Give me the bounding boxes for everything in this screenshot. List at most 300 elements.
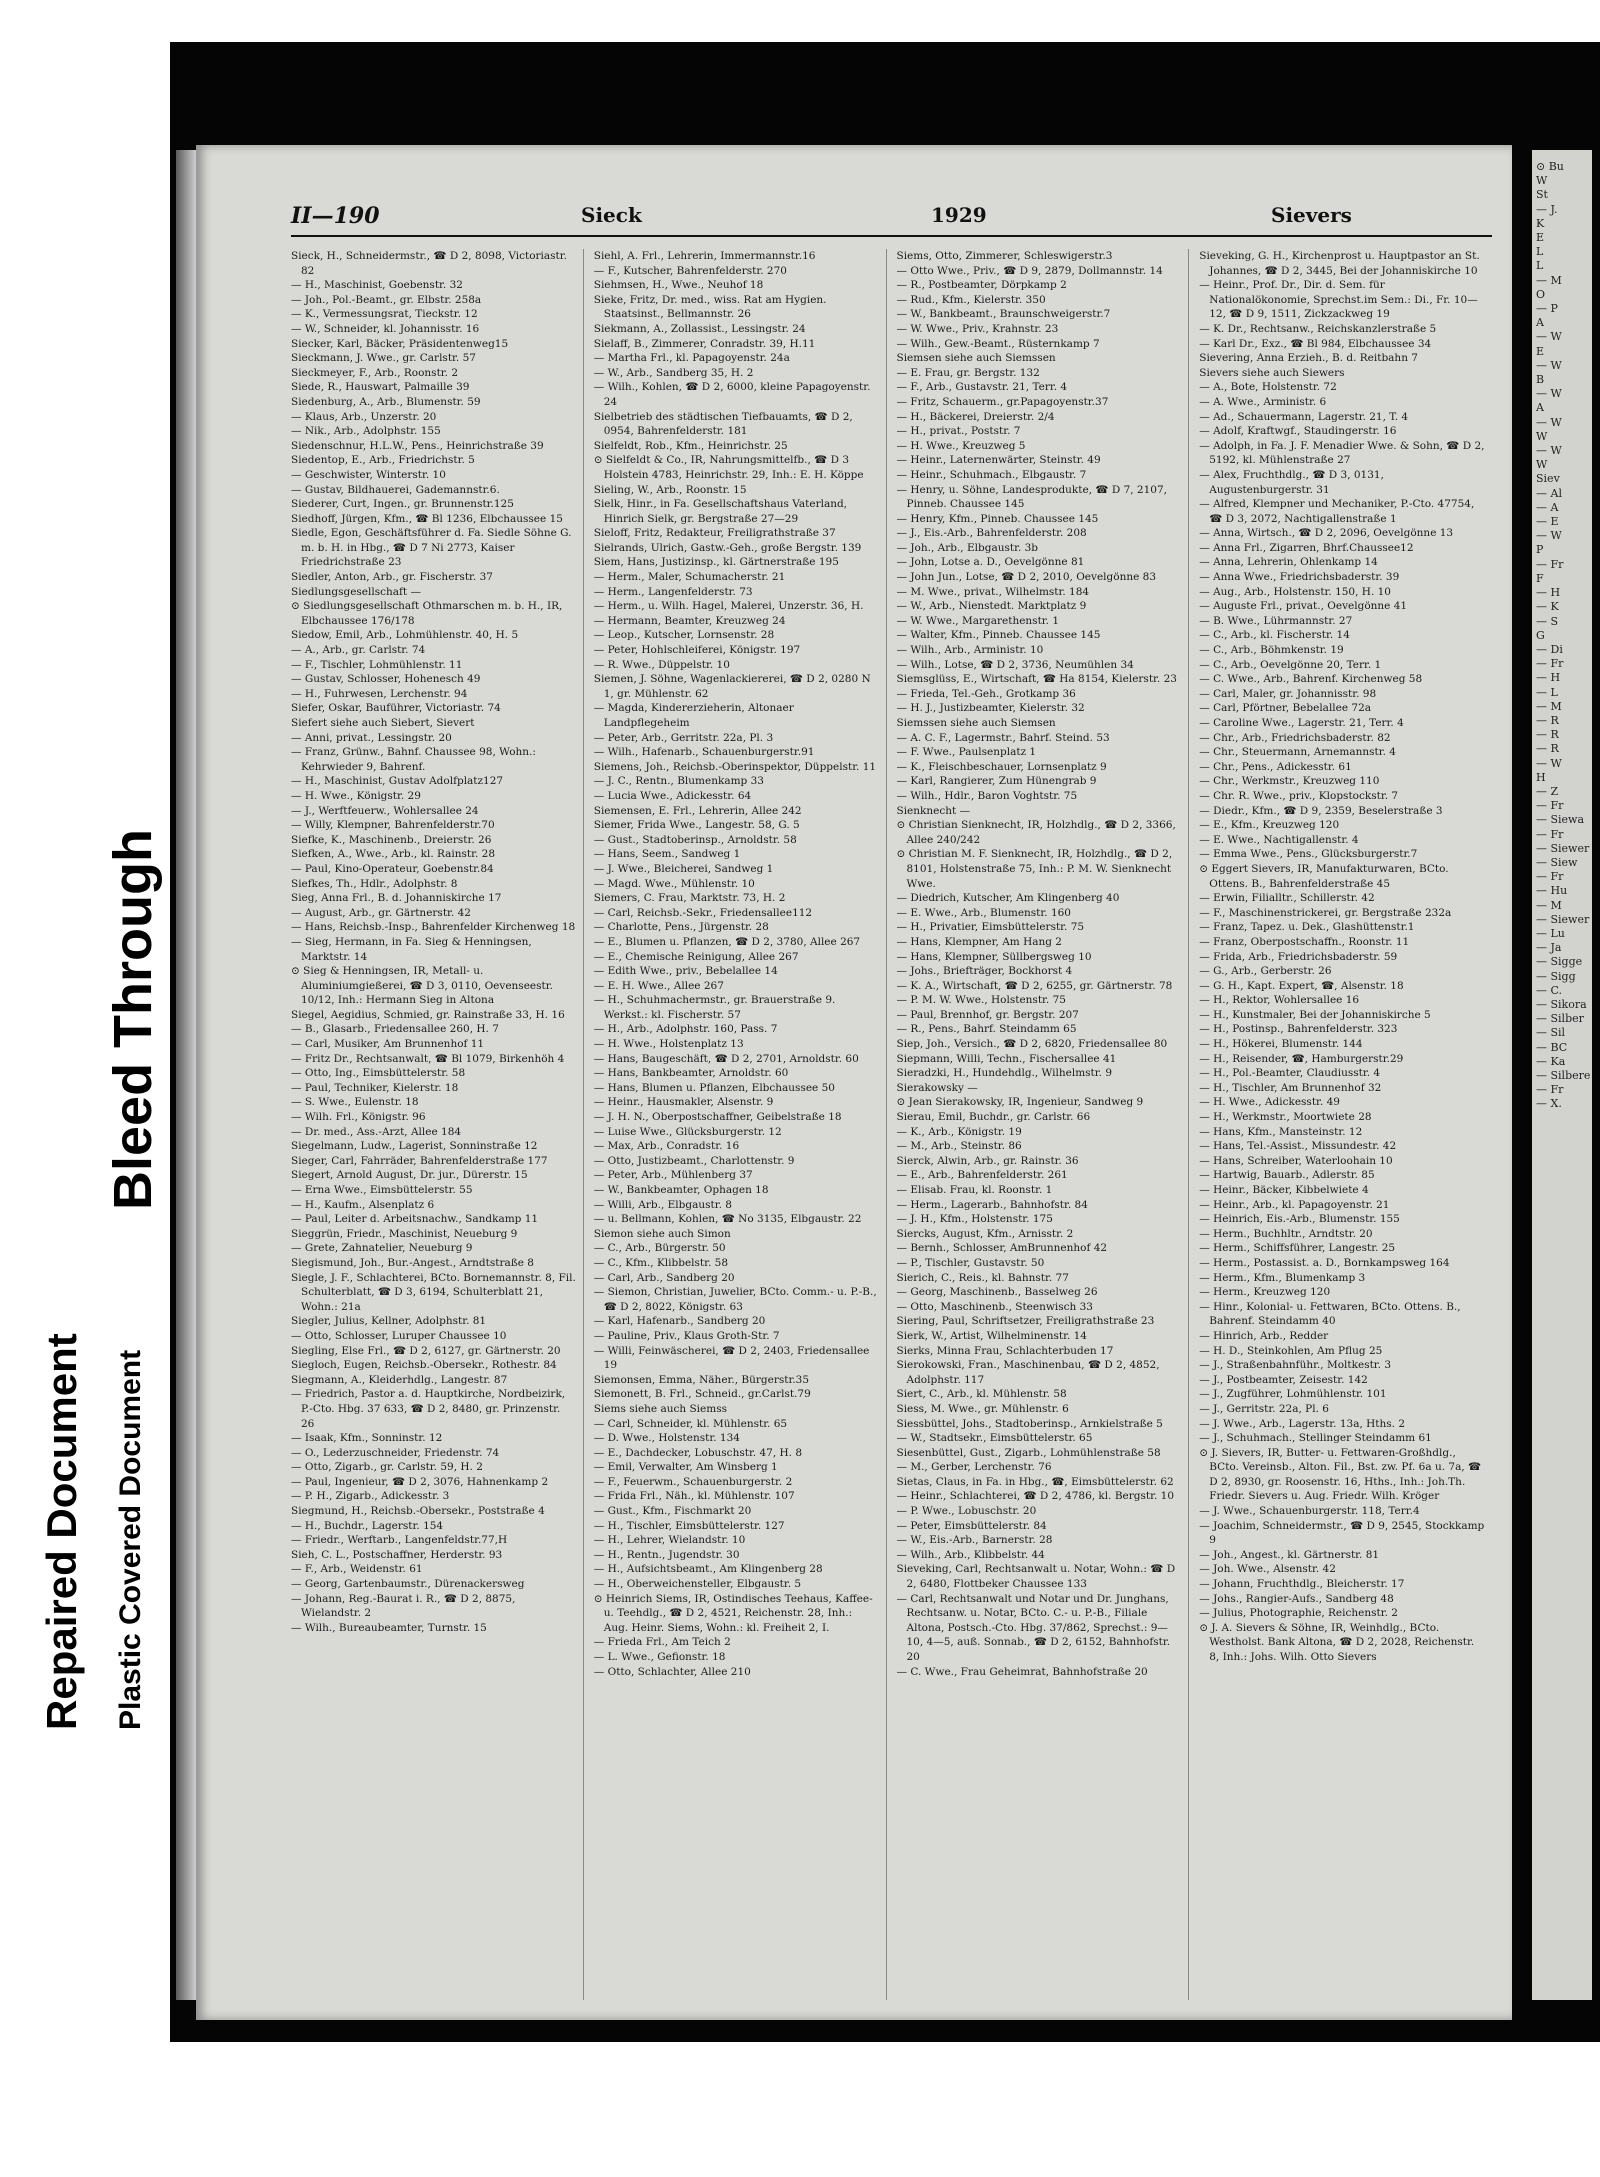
directory-entry: Siemsglüss, E., Wirtschaft, ☎ Ha 8154, Kielerstr. 23 xyxy=(896,673,1177,686)
directory-entry: — Chr., Pens., Adickesstr. 61 xyxy=(1199,760,1352,773)
directory-entry: ⊙ J. A. Sievers & Söhne, IR, Weinhdlg., BCto. Westholst. Bank Altona, ☎ D 2, 2028, Reichenstr. 8, Inh.: Johs. Wilh. Otto Sievers xyxy=(1199,1621,1475,1663)
directory-entry: — H., Privatier, Eimsbüttelerstr. 75 xyxy=(896,921,1085,934)
first-name-guide: Sieck xyxy=(581,203,642,227)
directory-entry: ⊙ Sieg & Henningsen, IR, Metall- u. Aluminiumgießerei, ☎ D 3, 0110, Oevenseestr. 10/12, Inh.: Hermann Sieg in Altona xyxy=(291,965,553,1007)
directory-entry: — Johann, Reg.-Baurat i. R., ☎ D 2, 8875, Wielandstr. 2 xyxy=(291,1592,516,1620)
adjacent-page-text: — Lu xyxy=(1536,926,1565,940)
directory-entry: — August, Arb., gr. Gärtnerstr. 42 xyxy=(291,906,471,919)
directory-entry: — Auguste Frl., privat., Oevelgönne 41 xyxy=(1199,600,1408,613)
adjacent-page-text: L xyxy=(1536,245,1544,259)
directory-entry: — Willi, Feinwäscherei, ☎ D 2, 2403, Friedensallee 19 xyxy=(593,1344,870,1372)
directory-entry: Siederer, Curt, Ingen., gr. Brunnenstr.125 xyxy=(291,498,514,511)
directory-entry: — E., Chemische Reinigung, Allee 267 xyxy=(593,950,799,963)
directory-entry: Siedenburg, A., Arb., Blumenstr. 59 xyxy=(291,395,481,408)
directory-entry: — H., Rektor, Wohlersallee 16 xyxy=(1199,994,1360,1007)
directory-entry: — E. Frau, gr. Bergstr. 132 xyxy=(896,366,1040,379)
directory-entry: — H., Maschinist, Gustav Adolfplatz127 xyxy=(291,775,504,788)
directory-entry: — J. C., Rentn., Blumenkamp 33 xyxy=(593,775,764,788)
directory-entry: — Peter, Arb., Mühlenberg 37 xyxy=(593,1169,753,1182)
directory-entry: — Georg, Gartenbaumstr., Dürenackersweg xyxy=(291,1578,525,1591)
directory-entry: — Carl, Pförtner, Bebelallee 72a xyxy=(1199,702,1372,715)
adjacent-page-text: — Fr xyxy=(1536,870,1564,884)
directory-entry: — Heinr., Laternenwärter, Steinstr. 49 xyxy=(896,454,1101,467)
directory-entry: — H., Tischler, Eimsbüttelerstr. 127 xyxy=(593,1519,785,1532)
directory-entry: Siegismund, Joh., Bur.-Angest., Arndtstraße 8 xyxy=(291,1256,534,1269)
directory-entry: — Hans, Tel.-Assist., Missundestr. 42 xyxy=(1199,1140,1397,1153)
directory-entry: — Hinr., Kolonial- u. Fettwaren, BCto. Ottens. B., Bahrenf. Steindamm 40 xyxy=(1199,1300,1461,1328)
directory-entry: Sielfeldt, Rob., Kfm., Heinrichstr. 25 xyxy=(593,439,788,452)
last-name-guide: Sievers xyxy=(1271,203,1352,227)
directory-entry: — Fritz, Schauerm., gr.Papagoyenstr.37 xyxy=(896,395,1109,408)
directory-entry: — Wilh., Bureaubeamter, Turnstr. 15 xyxy=(291,1621,487,1634)
directory-entry: — Anna Wwe., Friedrichsbaderstr. 39 xyxy=(1199,571,1400,584)
directory-entry: — R., Pens., Bahrf. Steindamm 65 xyxy=(896,1023,1077,1036)
directory-entry: — Carl, Maler, gr. Johannisstr. 98 xyxy=(1199,687,1377,700)
directory-entry: — Hartwig, Bauarb., Adlerstr. 85 xyxy=(1199,1169,1375,1182)
directory-entry: — Bernh., Schlosser, AmBrunnenhof 42 xyxy=(896,1242,1108,1255)
directory-entry: — Siemon, Christian, Juwelier, BCto. Comm.- u. P.-B., ☎ D 2, 8022, Königstr. 63 xyxy=(593,1286,877,1313)
directory-entry: — E., Arb., Bahrenfelderstr. 261 xyxy=(896,1169,1068,1182)
directory-entry: — Hermann, Beamter, Kreuzweg 24 xyxy=(593,614,786,627)
directory-entry: — Sieg, Hermann, in Fa. Sieg & Henningsen, Marktstr. 14 xyxy=(291,935,532,963)
directory-entry: — E. Wwe., Nachtigallenstr. 4 xyxy=(1199,833,1359,846)
directory-page xyxy=(196,145,1512,2020)
adjacent-page-text: — Silbere xyxy=(1536,1069,1591,1082)
page-number: II—190 xyxy=(291,203,380,229)
directory-entry: Sierks, Minna Frau, Schlachterbuden 17 xyxy=(896,1344,1114,1357)
directory-entry: — Carl, Arb., Sandberg 20 xyxy=(593,1271,735,1284)
directory-entry: — C., Kfm., Klibbelstr. 58 xyxy=(593,1256,729,1269)
directory-entry: — Walter, Kfm., Pinneb. Chaussee 145 xyxy=(896,629,1101,642)
directory-entry: — F., Arb., Gustavstr. 21, Terr. 4 xyxy=(896,381,1068,394)
adjacent-page-text: — Hu xyxy=(1536,884,1568,898)
directory-entry: Siemens, Joh., Reichsb.-Oberinspektor, Düppelstr. 11 xyxy=(593,760,877,773)
directory-entry: — Otto, Schlosser, Luruper Chaussee 10 xyxy=(291,1329,507,1342)
directory-entry: Siemer, Frida Wwe., Langestr. 58, G. 5 xyxy=(593,819,800,832)
adjacent-page-text: — W xyxy=(1536,756,1562,770)
directory-entry: — H., privat., Poststr. 7 xyxy=(896,425,1021,438)
directory-entry: — A. C. F., Lagermstr., Bahrf. Steind. 53 xyxy=(896,731,1110,744)
directory-entry: — J., Zugführer, Lohmühlenstr. 101 xyxy=(1199,1388,1387,1401)
adjacent-page-text: — Sikora xyxy=(1536,997,1587,1011)
adjacent-page-text: E xyxy=(1536,344,1545,358)
directory-entry: — F., Maschinenstrickerei, gr. Bergstraße 232a xyxy=(1199,906,1452,919)
adjacent-page-text: — C. xyxy=(1536,983,1563,997)
directory-entry: — John, Lotse a. D., Oevelgönne 81 xyxy=(896,556,1085,569)
directory-entry: — Hans, Seem., Sandweg 1 xyxy=(593,848,741,861)
directory-entry: — Otto, Justizbeamt., Charlottenstr. 9 xyxy=(593,1154,795,1167)
directory-entry: Siefken, A., Wwe., Arb., kl. Rainstr. 28 xyxy=(291,848,496,861)
directory-entry: Siering, Paul, Schriftsetzer, Freiligrathstraße 23 xyxy=(896,1315,1155,1328)
directory-entry: — J., Werftfeuerw., Wohlersallee 24 xyxy=(291,804,479,817)
directory-entry: — Erna Wwe., Eimsbüttelerstr. 55 xyxy=(291,1184,473,1196)
directory-entry: — W. Wwe., Priv., Krahnstr. 23 xyxy=(896,322,1059,335)
directory-entry: — J. Wwe., Bleicherei, Sandweg 1 xyxy=(593,862,774,875)
adjacent-page-text: — P xyxy=(1536,302,1558,316)
directory-entry: — Joachim, Schneidermstr., ☎ D 9, 2545, Stockkamp 9 xyxy=(1199,1519,1485,1547)
directory-entry: Sieveking, Carl, Rechtsanwalt u. Notar, Wohn.: ☎ D 2, 6480, Flottbeker Chaussee 133 xyxy=(896,1563,1176,1591)
directory-entry: — Pauline, Priv., Klaus Groth-Str. 7 xyxy=(593,1329,780,1342)
directory-entry: — Rud., Kfm., Kielerstr. 350 xyxy=(896,293,1046,306)
directory-entry: — Hinrich, Arb., Redder xyxy=(1199,1329,1329,1342)
directory-entry: Sieling, W., Arb., Roonstr. 15 xyxy=(593,483,747,496)
directory-entry: — Paul, Brennhof, gr. Bergstr. 207 xyxy=(896,1008,1079,1021)
directory-entry: — Wilh., Lotse, ☎ D 2, 3736, Neumühlen 34 xyxy=(896,658,1134,671)
adjacent-page-text: A xyxy=(1536,401,1544,415)
directory-entry: Sielaff, B., Zimmerer, Conradstr. 39, H.11 xyxy=(593,337,816,350)
directory-entry: — Paul, Leiter d. Arbeitsnachw., Sandkamp 11 xyxy=(291,1213,539,1226)
directory-entry: Siefer, Oskar, Bauführer, Victoriastr. 74 xyxy=(291,702,501,715)
adjacent-page-text: — Siewer xyxy=(1536,912,1590,926)
directory-entry: Siedhoff, Jürgen, Kfm., ☎ Bl 1236, Elbchaussee 15 xyxy=(291,512,563,525)
directory-entry: — Otto, Zigarb., gr. Carlstr. 59, H. 2 xyxy=(291,1461,483,1474)
adjacent-page-text: — Di xyxy=(1536,642,1563,656)
directory-entry: Sievers siehe auch Siewers xyxy=(1199,366,1345,379)
directory-entry: Sierau, Emil, Buchdr., gr. Carlstr. 66 xyxy=(896,1111,1091,1124)
directory-entry: — Caroline Wwe., Lagerstr. 21, Terr. 4 xyxy=(1199,717,1404,729)
adjacent-page-text: — M xyxy=(1536,699,1562,713)
adjacent-page-text: — L xyxy=(1536,685,1558,699)
directory-entry: — John Jun., Lotse, ☎ D 2, 2010, Oevelgönne 83 xyxy=(896,571,1157,584)
directory-entry: — Dr. med., Ass.-Arzt, Allee 184 xyxy=(291,1125,462,1138)
directory-entry: Siedler, Anton, Arb., gr. Fischerstr. 37 xyxy=(291,571,493,584)
directory-entry: — Henry, Kfm., Pinneb. Chaussee 145 xyxy=(896,512,1099,525)
directory-entry: — Leop., Kutscher, Lornsenstr. 28 xyxy=(593,629,775,642)
directory-entry: — Heinr., Schuhmach., Elbgaustr. 7 xyxy=(896,468,1087,481)
directory-entry: Sienknecht — xyxy=(896,804,971,817)
directory-entry: Siegmund, H., Reichsb.-Obersekr., Poststraße 4 xyxy=(291,1505,545,1518)
directory-entry: — Joh., Angest., kl. Gärtnerstr. 81 xyxy=(1199,1548,1380,1561)
directory-entry: — Ad., Schauermann, Lagerstr. 21, T. 4 xyxy=(1199,410,1409,423)
directory-entry: — W. Wwe., Margarethenstr. 1 xyxy=(896,614,1060,627)
directory-entry: — W., Arb., Nienstedt. Marktplatz 9 xyxy=(896,600,1087,613)
directory-entry: — H. Wwe., Königstr. 29 xyxy=(291,789,421,802)
directory-entry: Sierich, C., Reis., kl. Bahnstr. 77 xyxy=(896,1271,1069,1284)
directory-entry: — Charlotte, Pens., Jürgenstr. 28 xyxy=(593,921,769,934)
directory-entry: — Herm., u. Wilh. Hagel, Malerei, Unzerstr. 36, H. xyxy=(593,600,864,613)
directory-entry: — Frieda, Tel.-Geh., Grotkamp 36 xyxy=(896,687,1076,700)
adjacent-page-fragment xyxy=(1532,150,1592,2000)
directory-entry: — u. Bellmann, Kohlen, ☎ No 3135, Elbgaustr. 22 xyxy=(593,1213,862,1226)
directory-entry: — Heinr., Hausmakler, Alsenstr. 9 xyxy=(593,1096,774,1109)
directory-entry: Siess, M. Wwe., gr. Mühlenstr. 6 xyxy=(896,1402,1069,1415)
directory-entry: Siesenbüttel, Gust., Zigarb., Lohmühlenstraße 58 xyxy=(896,1446,1161,1459)
adjacent-page-text: — S xyxy=(1536,614,1559,628)
directory-entry: — F., Tischler, Lohmühlenstr. 11 xyxy=(291,658,463,671)
directory-entry: — Martha Frl., kl. Papagoyenstr. 24a xyxy=(593,352,790,365)
directory-entry: Sieck, H., Schneidermstr., ☎ D 2, 8098, Victoriastr. 82 xyxy=(291,250,567,277)
directory-entry: — Heinr., Schlachterei, ☎ D 2, 4786, kl. Bergstr. 10 xyxy=(896,1490,1175,1503)
directory-entry: — Johs., Briefträger, Bockhorst 4 xyxy=(896,965,1073,978)
directory-entry: — H., Buchdr., Lagerstr. 154 xyxy=(291,1519,444,1532)
directory-entry: — E., Blumen u. Pflanzen, ☎ D 2, 3780, Allee 267 xyxy=(593,935,861,948)
directory-entry: — A., Bote, Holstenstr. 72 xyxy=(1199,381,1337,394)
directory-entry: — J. Wwe., Arb., Lagerstr. 13a, Hths. 2 xyxy=(1199,1417,1406,1430)
adjacent-page-text: — Ka xyxy=(1536,1054,1566,1068)
directory-entry: — H., Aufsichtsbeamt., Am Klingenberg 28 xyxy=(593,1563,823,1576)
directory-entry: — Alfred, Klempner und Mechaniker, P.-Cto. 47754, ☎ D 3, 2072, Nachtigallenstraße 1 xyxy=(1199,498,1475,525)
directory-entry: ⊙ Heinrich Siems, IR, Ostindisches Teehaus, Kaffee- u. Teehdlg., ☎ D 2, 4521, Reichenstr. 28, Inh.: Aug. Heinr. Siems, Wohn.: kl. Freiheit 2, I. xyxy=(593,1592,873,1634)
directory-entry: — J., Postbeamter, Zeisestr. 142 xyxy=(1199,1373,1368,1386)
directory-columns xyxy=(291,249,1492,2000)
directory-entry: Siemonett, B. Frl., Schneid., gr.Carlst.79 xyxy=(593,1388,811,1401)
directory-entry: — Paul, Kino-Operateur, Goebenstr.84 xyxy=(291,862,494,875)
directory-entry: — W., Arb., Sandberg 35, H. 2 xyxy=(593,366,754,379)
directory-entry: — H., Rentn., Jugendstr. 30 xyxy=(593,1548,740,1561)
adjacent-page-text: — Siew xyxy=(1536,855,1578,869)
adjacent-page-text: — Fr xyxy=(1536,657,1564,671)
adjacent-page-text: E xyxy=(1536,231,1545,245)
directory-entry: — J. H. N., Oberpostschaffner, Geibelstraße 18 xyxy=(593,1111,842,1124)
directory-entry: — J. H., Kfm., Holstenstr. 175 xyxy=(896,1213,1053,1226)
directory-entry: Siegel, Aegidius, Schmied, gr. Rainstraße 33, H. 16 xyxy=(291,1008,565,1021)
directory-entry: — H., Postinsp., Bahrenfelderstr. 323 xyxy=(1199,1023,1398,1036)
directory-entry: — Peter, Arb., Gerritstr. 22a, Pl. 3 xyxy=(593,731,774,744)
directory-entry: — Gustav, Schlosser, Hohenesch 49 xyxy=(291,673,481,686)
directory-entry: — Willy, Klempner, Bahrenfelderstr.70 xyxy=(291,819,495,832)
adjacent-page-text: — Siewa xyxy=(1536,813,1585,827)
directory-entry: — E., Kfm., Kreuzweg 120 xyxy=(1199,819,1340,832)
directory-entry: Sielk, Hinr., in Fa. Gesellschaftshaus Vaterland, Hinrich Sielk, gr. Bergstraße 27—29 xyxy=(593,498,848,525)
directory-entry: ⊙ Sielfeldt & Co., IR, Nahrungsmittelfb., ☎ D 3 Holstein 4783, Heinrichstr. 29, Inh.: E. H. Köppe xyxy=(593,454,864,481)
directory-entry: Sieveking, G. H., Kirchenprost u. Hauptpastor an St. Johannes, ☎ D 2, 3445, Bei der Johanniskirche 10 xyxy=(1199,250,1480,277)
adjacent-page-text: O xyxy=(1536,287,1546,301)
directory-entry: Sievering, Anna Erzieh., B. d. Reitbahn 7 xyxy=(1199,352,1418,365)
directory-entry: — Hans, Klempner, Süllbergsweg 10 xyxy=(896,950,1092,963)
directory-entry: Siede, R., Hauswart, Palmaille 39 xyxy=(291,381,470,394)
adjacent-page-text: W xyxy=(1536,458,1548,472)
directory-entry: — G. H., Kapt. Expert, ☎, Alsenstr. 18 xyxy=(1199,979,1404,992)
directory-column-1 xyxy=(291,249,584,2000)
directory-entry: — Karl, Hafenarb., Sandberg 20 xyxy=(593,1315,766,1328)
directory-entry: — Carl, Reichsb.-Sekr., Friedensallee112 xyxy=(593,906,813,919)
directory-entry: — Wilh., Hdlr., Baron Voghtstr. 75 xyxy=(896,789,1078,802)
adjacent-page-text: F xyxy=(1536,571,1544,585)
directory-entry: — Frida, Arb., Friedrichsbaderstr. 59 xyxy=(1199,950,1398,963)
directory-entry: — Otto, Schlachter, Allee 210 xyxy=(593,1665,751,1678)
directory-entry: — G., Arb., Gerberstr. 26 xyxy=(1199,965,1332,978)
adjacent-page-text: A xyxy=(1536,316,1544,330)
directory-entry: — Magda, Kindererzieherin, Altonaer Landpflegeheim xyxy=(593,702,794,729)
directory-entry: — H. D., Steinkohlen, Am Pflug 25 xyxy=(1199,1344,1383,1357)
directory-entry: — P. Wwe., Lobuschstr. 20 xyxy=(896,1505,1037,1518)
directory-entry: — M. Wwe., privat., Wilhelmstr. 184 xyxy=(896,585,1090,598)
directory-entry: Siegler, Julius, Kellner, Adolphstr. 81 xyxy=(291,1315,487,1328)
directory-entry: Siemssen siehe auch Siemsen xyxy=(896,717,1056,729)
adjacent-page-text: — Sigg xyxy=(1536,969,1576,983)
directory-entry: — Friedr., Werftarb., Langenfeldstr.77,H xyxy=(291,1534,508,1547)
directory-entry: — P., Tischler, Gustavstr. 50 xyxy=(896,1256,1045,1269)
adjacent-page-text: — W xyxy=(1536,529,1562,543)
adjacent-page-text: — E xyxy=(1536,515,1559,529)
directory-entry: ⊙ J. Sievers, IR, Butter- u. Fettwaren-Großhdlg., BCto. Vereinsb., Alton. Fil., Bst. zw. Pf. 6a u. 7a, ☎ D 2, 8930, gr. Roosenstr. 16, Hths., Inh.: Joh.Th. Friedr. Sievers u. Aug. Friedr. Wilh. Kröger xyxy=(1199,1446,1482,1503)
adjacent-page-text: W xyxy=(1536,429,1548,443)
directory-entry: — H., Tischler, Am Brunnenhof 32 xyxy=(1199,1081,1382,1094)
directory-entry: — Wilh., Arb., Klibbelstr. 44 xyxy=(896,1548,1045,1561)
directory-entry: — Emma Wwe., Pens., Glücksburgerstr.7 xyxy=(1199,848,1418,861)
directory-entry: — Anni, privat., Lessingstr. 20 xyxy=(291,731,452,744)
adjacent-page-text: — M xyxy=(1536,273,1562,287)
adjacent-page-text: — A xyxy=(1536,500,1559,514)
directory-column-2 xyxy=(594,249,887,2000)
directory-entry: — Hans, Reichsb.-Insp., Bahrenfelder Kirchenweg 18 xyxy=(291,921,576,934)
directory-entry: Siemen, J. Söhne, Wagenlackiererei, ☎ D 2, 0280 N 1, gr. Mühlenstr. 62 xyxy=(593,673,871,700)
directory-entry: — Karl Dr., Exz., ☎ Bl 984, Elbchaussee 34 xyxy=(1199,337,1432,350)
directory-entry: — Elisab. Frau, kl. Roonstr. 1 xyxy=(896,1184,1053,1196)
directory-entry: Siems, Otto, Zimmerer, Schleswigerstr.3 xyxy=(896,250,1113,262)
adjacent-page-text: — Silber xyxy=(1536,1012,1584,1026)
directory-entry: Siepmann, Willi, Techn., Fischersallee 41 xyxy=(896,1052,1117,1065)
directory-entry: — H., Schuhmachermstr., gr. Brauerstraße 9. Werkst.: kl. Fischerstr. 57 xyxy=(593,994,836,1021)
directory-entry: — L. Wwe., Gefionstr. 18 xyxy=(593,1651,726,1663)
directory-entry: Sierk, W., Artist, Wilhelminenstr. 14 xyxy=(896,1329,1087,1342)
directory-entry: — Joh., Pol.-Beamt., gr. Elbstr. 258a xyxy=(291,293,482,306)
adjacent-page-text: H xyxy=(1536,770,1546,784)
directory-entry: — H., Bäckerei, Dreierstr. 2/4 xyxy=(896,410,1055,423)
directory-entry: Siessbüttel, Johs., Stadtoberinsp., Arnkielstraße 5 xyxy=(896,1417,1163,1430)
adjacent-page-text: — R xyxy=(1536,713,1559,727)
directory-entry: — Friedrich, Pastor a. d. Hauptkirche, Nordbeizirk, P.-Cto. Hbg. 37 633, ☎ D 2, 8480, gr. Prinzenstr. 26 xyxy=(291,1388,566,1430)
directory-entry: Siems siehe auch Siemss xyxy=(593,1402,727,1415)
directory-entry: — M., Gerber, Lerchenstr. 76 xyxy=(896,1461,1052,1474)
directory-entry: — Otto, Ing., Eimsbüttelerstr. 58 xyxy=(291,1067,466,1080)
directory-entry: Siehl, A. Frl., Lehrerin, Immermannstr.16 xyxy=(593,250,816,262)
directory-entry: — Paul, Techniker, Kielerstr. 18 xyxy=(291,1081,459,1094)
directory-entry: Siedle, Egon, Geschäftsführer d. Fa. Siedle Söhne G. m. b. H. in Hbg., ☎ D 7 Ni 2773, Kaiser Friedrichstraße 23 xyxy=(291,527,572,569)
directory-entry: Siep, Joh., Versich., ☎ D 2, 6820, Friedensallee 80 xyxy=(896,1038,1168,1051)
directory-entry: Siert, C., Arb., kl. Mühlenstr. 58 xyxy=(896,1388,1067,1401)
directory-entry: — R. Wwe., Düppelstr. 10 xyxy=(593,658,730,671)
directory-entry: — Joh. Wwe., Alsenstr. 42 xyxy=(1199,1563,1336,1576)
directory-entry: — B., Glasarb., Friedensallee 260, H. 7 xyxy=(291,1023,499,1036)
directory-entry: — Klaus, Arb., Unzerstr. 20 xyxy=(291,410,437,423)
adjacent-page-text: — Ja xyxy=(1536,941,1562,955)
directory-entry: — F., Arb., Weidenstr. 61 xyxy=(291,1563,423,1576)
adjacent-page-text: — M xyxy=(1536,898,1562,912)
directory-entry: — Otto Wwe., Priv., ☎ D 9, 2879, Dollmannstr. 14 xyxy=(896,264,1163,277)
directory-entry: — Julius, Photographie, Reichenstr. 2 xyxy=(1199,1607,1398,1620)
directory-entry: Sieckmann, J. Wwe., gr. Carlstr. 57 xyxy=(291,352,476,365)
adjacent-page-text: — Fr xyxy=(1536,827,1564,841)
adjacent-page-text: — J. xyxy=(1536,202,1558,216)
directory-entry: Siemers, C. Frau, Marktstr. 73, H. 2 xyxy=(593,892,786,905)
directory-entry: Siemsen siehe auch Siemssen xyxy=(896,352,1056,365)
directory-entry: — Heinr., Arb., kl. Papagoyenstr. 21 xyxy=(1199,1198,1390,1211)
directory-entry: — W., Eis.-Arb., Barnerstr. 28 xyxy=(896,1534,1053,1547)
adjacent-page-text: — H xyxy=(1536,586,1561,600)
directory-entry: — Frieda Frl., Am Teich 2 xyxy=(593,1636,731,1649)
directory-entry: — Wilh. Frl., Königstr. 96 xyxy=(291,1111,426,1124)
directory-entry: Sieloff, Fritz, Redakteur, Freiligrathstraße 37 xyxy=(593,527,836,540)
page-header xyxy=(291,201,1492,237)
directory-entry: — R., Postbeamter, Dörpkamp 2 xyxy=(896,279,1067,292)
directory-entry: — C. Wwe., Frau Geheimrat, Bahnhofstraße 20 xyxy=(896,1665,1148,1678)
directory-entry: Sieckmeyer, F., Arb., Roonstr. 2 xyxy=(291,366,459,379)
directory-entry: — Anna Frl., Zigarren, Bhrf.Chaussee12 xyxy=(1199,541,1414,554)
directory-entry: — Franz, Oberpostschaffn., Roonstr. 11 xyxy=(1199,935,1410,948)
adjacent-page-text: — Al xyxy=(1536,486,1562,500)
adjacent-page-text: B xyxy=(1536,373,1545,387)
directory-entry: — H., Arb., Adolphstr. 160, Pass. 7 xyxy=(593,1023,778,1036)
directory-entry: Siecker, Karl, Bäcker, Präsidentenweg15 xyxy=(291,337,509,350)
directory-entry: — Herm., Lagerarb., Bahnhofstr. 84 xyxy=(896,1198,1088,1211)
directory-entry: — Adolph, in Fa. J. F. Menadier Wwe. & Sohn, ☎ D 2, 5192, kl. Mühlenstraße 27 xyxy=(1199,439,1485,467)
directory-entry: — Hans, Bankbeamter, Arnoldstr. 60 xyxy=(593,1067,789,1080)
directory-entry: — O., Lederzuschneider, Friedenstr. 74 xyxy=(291,1446,500,1459)
plastic-covered-label: Plastic Covered Document xyxy=(114,1349,147,1730)
directory-entry: — Chr., Steuermann, Arnemannstr. 4 xyxy=(1199,746,1396,759)
directory-entry: — H., Reisender, ☎, Hamburgerstr.29 xyxy=(1199,1052,1404,1065)
directory-entry: — Wilh., Gew.-Beamt., Rüsternkamp 7 xyxy=(896,337,1100,350)
directory-entry: ⊙ Eggert Sievers, IR, Manufakturwaren, BCto. Ottens. B., Bahrenfelderstraße 45 xyxy=(1199,862,1449,890)
directory-entry: — Georg, Maschinenb., Basselweg 26 xyxy=(896,1286,1098,1299)
directory-entry: — Heinr., Prof. Dr., Dir. d. Sem. für Nationalökonomie, Sprechst.im Sem.: Di., Fr. 10—12, ☎ D 9, 1511, Zickzackweg 19 xyxy=(1199,279,1478,321)
adjacent-page-text: — W xyxy=(1536,358,1562,372)
directory-entry: — Emil, Verwalter, Am Winsberg 1 xyxy=(593,1461,778,1474)
adjacent-page-text: — Fr xyxy=(1536,557,1564,571)
directory-entry: — K., Arb., Königstr. 19 xyxy=(896,1125,1022,1138)
directory-entry: — Frida Frl., Näh., kl. Mühlenstr. 107 xyxy=(593,1490,795,1503)
adjacent-page-text: — Z xyxy=(1536,784,1559,798)
directory-entry: — Erwin, Filialltr., Schillerstr. 42 xyxy=(1199,892,1375,905)
directory-entry: — Luise Wwe., Glücksburgerstr. 12 xyxy=(593,1125,782,1138)
adjacent-page-text: — Siewer xyxy=(1536,841,1590,855)
directory-entry: Siefert siehe auch Siebert, Sievert xyxy=(291,717,475,729)
directory-entry: Siedlungsgesellschaft — xyxy=(291,585,421,598)
directory-entry: — K., Vermessungsrat, Tieckstr. 12 xyxy=(291,308,478,321)
bleed-through-label: Bleed Through xyxy=(103,829,163,1210)
directory-entry: — K. Dr., Rechtsanw., Reichskanzlerstraße 5 xyxy=(1199,322,1437,335)
directory-entry: — C., Arb., kl. Fischerstr. 14 xyxy=(1199,629,1350,642)
directory-entry: — H., Maschinist, Goebenstr. 32 xyxy=(291,279,463,292)
directory-entry: — Hans, Blumen u. Pflanzen, Elbchaussee 50 xyxy=(593,1081,835,1094)
directory-entry: — Peter, Eimsbüttelerstr. 84 xyxy=(896,1519,1047,1532)
directory-entry: — Isaak, Kfm., Sonninstr. 12 xyxy=(291,1432,443,1445)
adjacent-page-text: — K xyxy=(1536,600,1559,614)
directory-entry: — Edith Wwe., priv., Bebelallee 14 xyxy=(593,965,778,978)
adjacent-page-text: L xyxy=(1536,259,1544,273)
directory-entry: — Herm., Postassist. a. D., Bornkampsweg 164 xyxy=(1199,1256,1450,1269)
directory-entry: — J. Wwe., Schauenburgerstr. 118, Terr.4 xyxy=(1199,1505,1420,1518)
directory-entry: Sieger, Carl, Fahrräder, Bahrenfelderstraße 177 xyxy=(291,1154,548,1167)
directory-entry: — Wilh., Hafenarb., Schauenburgerstr.91 xyxy=(593,746,815,759)
directory-entry: — F., Kutscher, Bahrenfelderstr. 270 xyxy=(593,264,787,277)
adjacent-page-text: — X. xyxy=(1536,1097,1562,1111)
adjacent-page-text: — R xyxy=(1536,742,1559,756)
directory-entry: Siedentop, E., Arb., Friedrichstr. 5 xyxy=(291,454,475,467)
directory-entry: — A., Arb., gr. Carlstr. 74 xyxy=(291,644,426,657)
directory-entry: — E., Dachdecker, Lobuschstr. 47, H. 8 xyxy=(593,1446,803,1459)
directory-entry: Sieh, C. L., Postschaffner, Herderstr. 93 xyxy=(291,1548,503,1561)
directory-entry: — Gustav, Bildhauerei, Gademannstr.6. xyxy=(291,483,500,496)
directory-entry: — Grete, Zahnatelier, Neueburg 9 xyxy=(291,1242,473,1255)
directory-entry: — Magd. Wwe., Mühlenstr. 10 xyxy=(593,877,755,890)
adjacent-page-text: W xyxy=(1536,174,1548,188)
directory-entry: — W., Schneider, kl. Johannisstr. 16 xyxy=(291,322,480,335)
directory-entry: — H., Lehrer, Wielandstr. 10 xyxy=(593,1534,746,1547)
directory-entry: — J., Schuhmach., Stellinger Steindamm 61 xyxy=(1199,1432,1432,1445)
directory-entry: Sierck, Alwin, Arb., gr. Rainstr. 36 xyxy=(896,1154,1079,1167)
directory-entry: Siemensen, E. Frl., Lehrerin, Allee 242 xyxy=(593,804,802,817)
directory-entry: — H., Kunstmaler, Bei der Johanniskirche 5 xyxy=(1199,1008,1431,1021)
directory-entry: — H., Kaufm., Alsenplatz 6 xyxy=(291,1198,435,1211)
directory-entry: — Alex, Fruchthdlg., ☎ D 3, 0131, Augustenburgerstr. 31 xyxy=(1199,468,1384,496)
adjacent-page-text: — Fr xyxy=(1536,799,1564,813)
directory-entry: — Nik., Arb., Adolphstr. 155 xyxy=(291,425,441,438)
directory-entry: Siegmann, A., Kleiderhdlg., Langestr. 87 xyxy=(291,1373,508,1386)
directory-entry: — W., Bankbeamter, Ophagen 18 xyxy=(593,1184,769,1196)
directory-entry: Siedow, Emil, Arb., Lohmühlenstr. 40, H. 5 xyxy=(291,629,519,642)
